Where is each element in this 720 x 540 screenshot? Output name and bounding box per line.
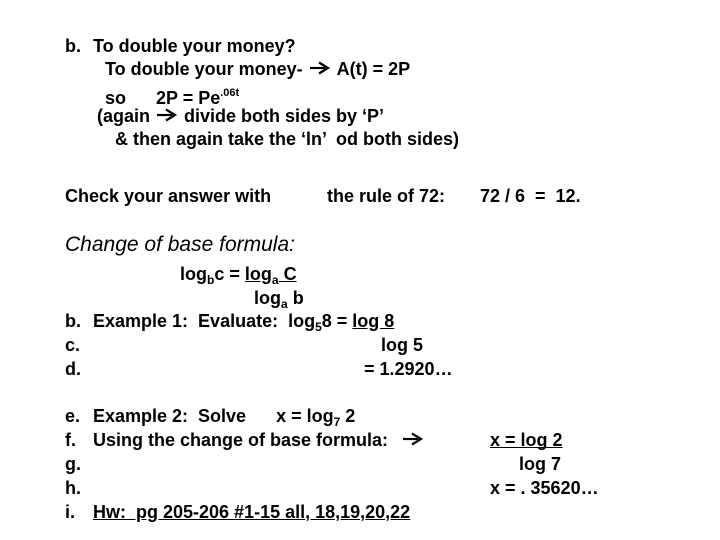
- list-marker-h: h.: [65, 478, 81, 498]
- rule-of-72: the rule of 72:: [327, 186, 446, 206]
- again-text: (again: [97, 106, 151, 126]
- example1-line: [93, 310, 394, 338]
- formula-denominator: $\log_a b$: [254, 288, 304, 311]
- rule-calc: 72 / 6 = 12.: [480, 186, 581, 206]
- example1-numerator: log 8: [352, 311, 395, 331]
- check-label: Check your answer with: [65, 186, 272, 206]
- right-arrow-icon: [156, 105, 178, 127]
- formula-log: log: [180, 264, 207, 284]
- list-marker-b2: b.: [65, 311, 81, 331]
- example1-sub: 5: [315, 320, 322, 334]
- formula-at: A(t) = 2P: [336, 59, 411, 79]
- answer-numerator: x = log 2: [490, 430, 563, 450]
- divide-instruction: [97, 105, 384, 127]
- list-marker-f: f.: [65, 430, 76, 450]
- homework-assignment: Hw: pg 205-206 #1-15 all, 18,19,20,22: [93, 502, 411, 522]
- list-marker-i: i.: [65, 502, 76, 522]
- example2-sub: 7: [333, 415, 341, 429]
- exponent: .06t: [220, 87, 240, 99]
- list-marker-b: b.: [65, 36, 81, 56]
- ln-instruction: & then again take the ‘ln’ od both sides): [115, 129, 460, 149]
- list-marker-c: c.: [65, 335, 81, 355]
- answer-result: x = . 35620…: [490, 478, 599, 498]
- change-base-text: Using the change of base formula:: [93, 430, 389, 450]
- formula-sub-b: b: [207, 273, 215, 287]
- change-base-line: [93, 429, 430, 451]
- equation-text: so 2P = Pe: [105, 88, 221, 108]
- right-arrow-icon: [309, 58, 331, 80]
- formula-c-eq: c =: [214, 264, 245, 284]
- formula-numerator: $\log_a C$: [244, 264, 297, 287]
- change-of-base-heading: Change of base formula:: [65, 233, 295, 256]
- answer-denominator: log 7: [519, 454, 562, 474]
- right-arrow-icon: [402, 429, 424, 451]
- list-marker-e: e.: [65, 406, 81, 426]
- double-money-text: To double your money-: [105, 59, 303, 79]
- question-heading: To double your money?: [93, 36, 296, 56]
- double-money-line: [105, 58, 410, 80]
- example2-text: Example 2: Solve x = log: [93, 406, 334, 426]
- example2-text-post: 2: [340, 406, 356, 426]
- divide-text: divide both sides by ‘P’: [184, 106, 385, 126]
- example1-text: Example 1: Evaluate: log: [93, 311, 316, 331]
- example1-denominator: log 5: [381, 335, 424, 355]
- list-marker-d: d.: [65, 359, 81, 379]
- example1-text-post: 8 =: [321, 311, 353, 331]
- example1-result: = 1.2920…: [364, 359, 453, 379]
- list-marker-g: g.: [65, 454, 81, 474]
